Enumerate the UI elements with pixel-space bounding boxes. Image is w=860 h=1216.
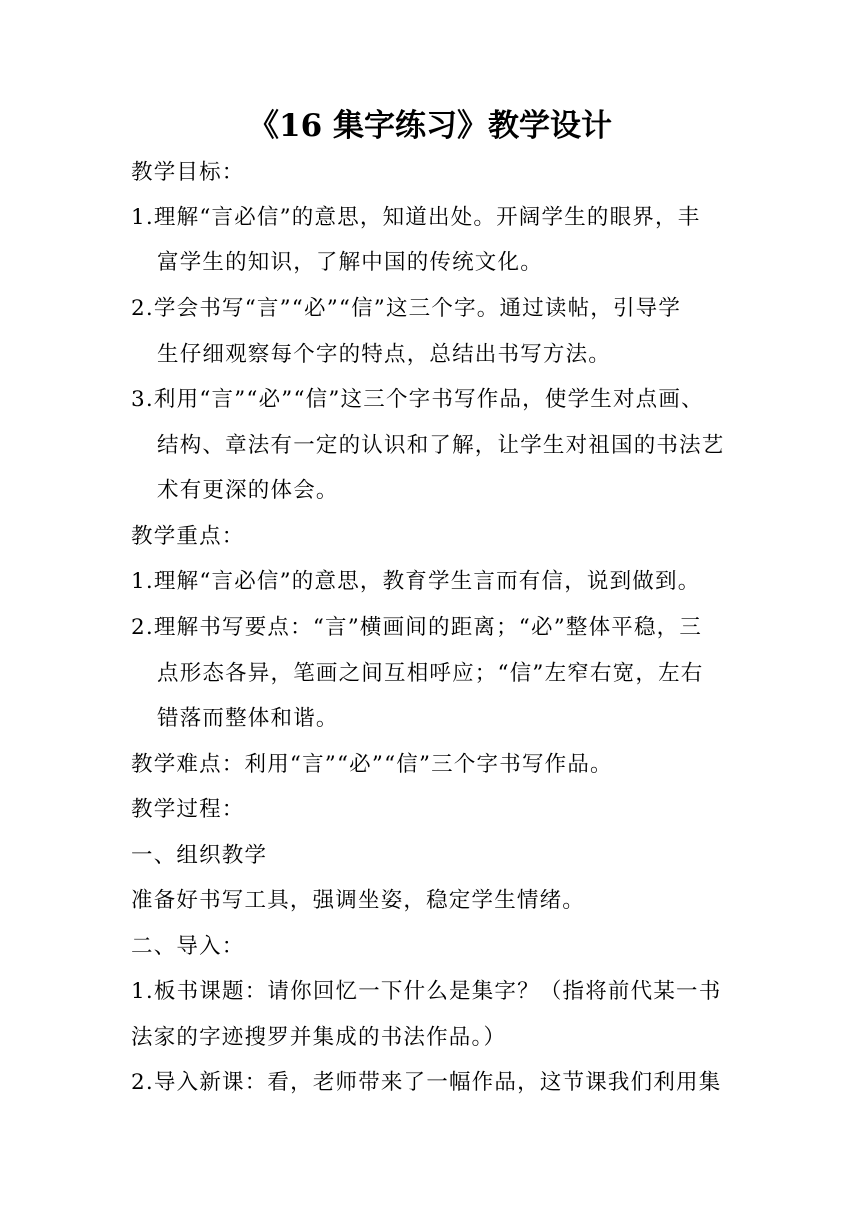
section-heading-key-points: 教学重点： <box>131 524 245 549</box>
section-heading-process: 教学过程： <box>131 797 245 822</box>
process-step-2-item-1-line-1: 1.板书课题：请你回忆一下什么是集字？（指将前代某一书 <box>131 979 722 1004</box>
objective-1-line-1: 1.理解“言必信”的意思，知道出处。开阔学生的眼界，丰 <box>131 205 701 230</box>
process-step-1-heading: 一、组织教学 <box>131 843 268 868</box>
objective-3-line-2: 结构、章法有一定的认识和了解，让学生对祖国的书法艺 <box>157 433 725 458</box>
objective-2-line-1: 2.学会书写“言”“必”“信”这三个字。通过读帖，引导学 <box>131 296 682 321</box>
key-point-2-line-1: 2.理解书写要点：“言”横画间的距离；“必”整体平稳，三 <box>131 615 703 640</box>
process-step-2-item-2-line-1: 2.导入新课：看，老师带来了一幅作品，这节课我们利用集 <box>131 1070 722 1095</box>
objective-2-line-2: 生仔细观察每个字的特点，总结出书写方法。 <box>157 342 612 367</box>
section-heading-objectives: 教学目标： <box>131 160 245 185</box>
section-difficulty: 教学难点：利用“言”“必”“信”三个字书写作品。 <box>131 752 613 777</box>
process-step-2-heading: 二、导入： <box>131 934 245 959</box>
process-step-1-text: 准备好书写工具，强调坐姿，稳定学生情绪。 <box>131 888 586 913</box>
key-point-1: 1.理解“言必信”的意思，教育学生言而有信，说到做到。 <box>131 569 701 594</box>
objective-3-line-1: 3.利用“言”“必”“信”这三个字书写作品，使学生对点画、 <box>131 387 704 412</box>
objective-1-line-2: 富学生的知识，了解中国的传统文化。 <box>157 250 543 275</box>
process-step-2-item-1-line-2: 法家的字迹搜罗并集成的书法作品。） <box>131 1025 507 1050</box>
key-point-2-line-2: 点形态各异，笔画之间互相呼应；“信”左窄右宽，左右 <box>157 661 704 686</box>
document-title: 《16 集字练习》教学设计 <box>248 108 612 144</box>
key-point-2-line-3: 错落而整体和谐。 <box>157 706 339 731</box>
objective-3-line-3: 术有更深的体会。 <box>157 478 339 503</box>
